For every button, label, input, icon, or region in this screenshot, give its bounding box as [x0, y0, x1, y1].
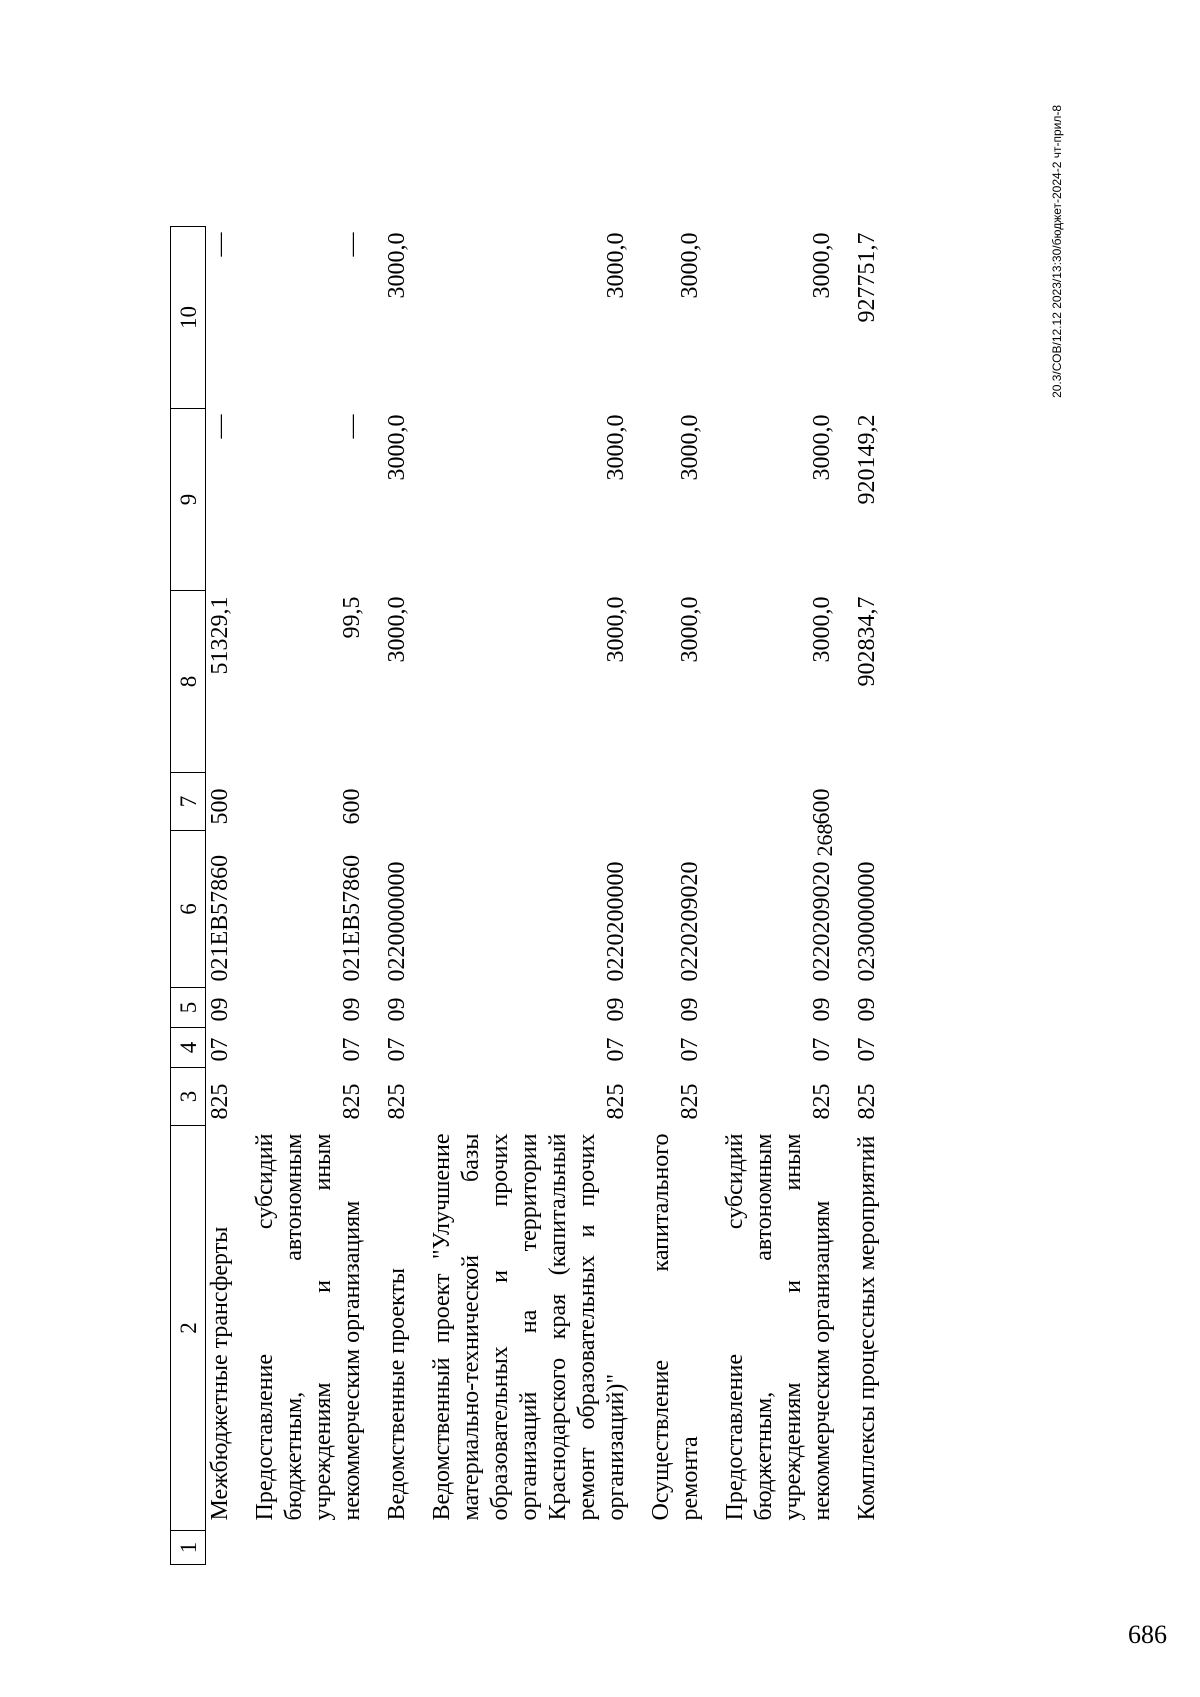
cell-col-9: 3000,0 [384, 414, 410, 481]
cell-col-6: 021EB57860 [339, 854, 365, 982]
header-col-9: 9 [171, 409, 206, 591]
cell-col-6: 021EB57860 [207, 854, 233, 982]
cell-col-6: 0220000000 [384, 861, 410, 982]
cell-col-5: 09 [339, 997, 365, 1022]
table-row [251, 227, 383, 1565]
cell-col-9: 3000,0 [677, 414, 703, 481]
cell-name: Ведомственный проект "Улучшение материально-технической базы образовательных и прочих организаций на территории Краснодарского края (капитальный ремонт образовательных и прочих организаций)" [429, 1133, 629, 1521]
cell-col-3: 825 [603, 1083, 629, 1120]
cell-col-8: 3000,0 [603, 596, 629, 663]
cell-col-1 [251, 1531, 383, 1565]
cell-name: Ведомственные проекты [384, 1268, 410, 1521]
table-row [383, 227, 428, 1565]
header-col-1: 1 [171, 1531, 206, 1565]
cell-col-8: 99,5 [339, 596, 365, 639]
cell-col-10: 3000,0 [809, 232, 835, 299]
header-col-4: 4 [171, 1028, 206, 1068]
cell-col-3: 825 [677, 1083, 703, 1120]
cell-col-7: 500 [207, 788, 233, 825]
cell-col-5: 09 [384, 997, 410, 1022]
header-col-6: 6 [171, 831, 206, 988]
cell-col-3: 825 [809, 1083, 835, 1120]
cell-col-4: 07 [207, 1037, 233, 1062]
cell-col-9: 3000,0 [809, 414, 835, 481]
cell-col-1 [383, 1531, 428, 1565]
rotated-page [0, 40, 1120, 1640]
cell-col-7 [428, 773, 647, 831]
cell-col-6: 0220209020 [809, 861, 835, 982]
cell-col-8: 3000,0 [677, 596, 703, 663]
cell-col-5: 09 [603, 997, 629, 1022]
cell-col-5: 09 [677, 997, 703, 1022]
cell-col-10: — [339, 232, 365, 257]
cell-col-3: 825 [854, 1083, 880, 1120]
cell-col-1 [428, 1531, 647, 1565]
cell-col-1 [853, 1531, 898, 1565]
header-col-7: 7 [171, 773, 206, 831]
table-row [853, 227, 898, 1565]
cell-col-1 [721, 1531, 853, 1565]
footer-document-code: 20.3/СОВ/12.12 2023/13:30/бюджет-2024-2 чт-прил-8 [1050, 105, 1064, 398]
table-row [721, 227, 853, 1565]
cell-col-3: 825 [207, 1083, 233, 1120]
table-header-row [171, 227, 206, 1565]
cell-col-4: 07 [384, 1037, 410, 1062]
header-col-8: 8 [171, 591, 206, 773]
cell-col-5: 09 [809, 997, 835, 1022]
cell-col-10: 3000,0 [677, 232, 703, 299]
cell-col-9: — [339, 414, 365, 439]
cell-col-6: 0230000000 [854, 861, 880, 982]
cell-col-5: 09 [854, 997, 880, 1022]
cell-col-7: 600 [339, 788, 365, 825]
budget-table [170, 226, 898, 1565]
cell-col-8: 3000,0 [384, 596, 410, 663]
cell-col-8: 3000,0 [809, 596, 835, 663]
cell-col-6: 0220200000 [603, 861, 629, 982]
cell-col-1 [647, 1531, 721, 1565]
cell-name: Комплексы процессных мероприятий [854, 1135, 880, 1521]
cell-col-9: 3000,0 [603, 414, 629, 481]
cell-name: Предоставление субсидий бюджетным, автономным учреждениям и иным некоммерческим организациям [722, 1133, 835, 1521]
cell-col-10: 3000,0 [384, 232, 410, 299]
cell-col-9: — [207, 414, 233, 439]
cell-col-8: 902834,7 [854, 596, 880, 687]
cell-col-10: — [207, 232, 233, 257]
cell-col-3: 825 [384, 1083, 410, 1120]
cell-col-7 [853, 773, 898, 831]
cell-col-5: 09 [207, 997, 233, 1022]
table-row [647, 227, 721, 1565]
table-row [428, 227, 647, 1565]
cell-col-4: 07 [677, 1037, 703, 1062]
cell-col-6: 0220209020 [677, 861, 703, 982]
header-col-3: 3 [171, 1068, 206, 1126]
cell-col-10: 927751,7 [854, 232, 880, 323]
cell-col-8: 51329,1 [207, 596, 233, 675]
cell-col-10: 3000,0 [603, 232, 629, 299]
cell-col-4: 07 [854, 1037, 880, 1062]
cell-col-4: 07 [603, 1037, 629, 1062]
page-number: 268 [812, 823, 837, 857]
cell-col-1 [206, 1531, 252, 1565]
cell-col-4: 07 [339, 1037, 365, 1062]
cell-name: Осуществление капитального ремонта [648, 1133, 703, 1521]
cell-name: Межбюджетные трансферты [207, 1226, 233, 1521]
header-col-5: 5 [171, 988, 206, 1028]
cell-col-9: 920149,2 [854, 414, 880, 505]
cell-col-7 [383, 773, 428, 831]
cell-col-3: 825 [339, 1083, 365, 1120]
cell-col-7: 600 [809, 788, 835, 825]
cell-col-4: 07 [809, 1037, 835, 1062]
cell-name: Предоставление субсидий бюджетным, автономным учреждениям и иным некоммерческим организациям [252, 1133, 365, 1521]
side-page-number: 686 [1128, 1620, 1167, 1649]
header-col-2: 2 [171, 1126, 206, 1531]
table-row [206, 227, 252, 1565]
header-col-10: 10 [171, 227, 206, 409]
cell-col-7 [647, 773, 721, 831]
